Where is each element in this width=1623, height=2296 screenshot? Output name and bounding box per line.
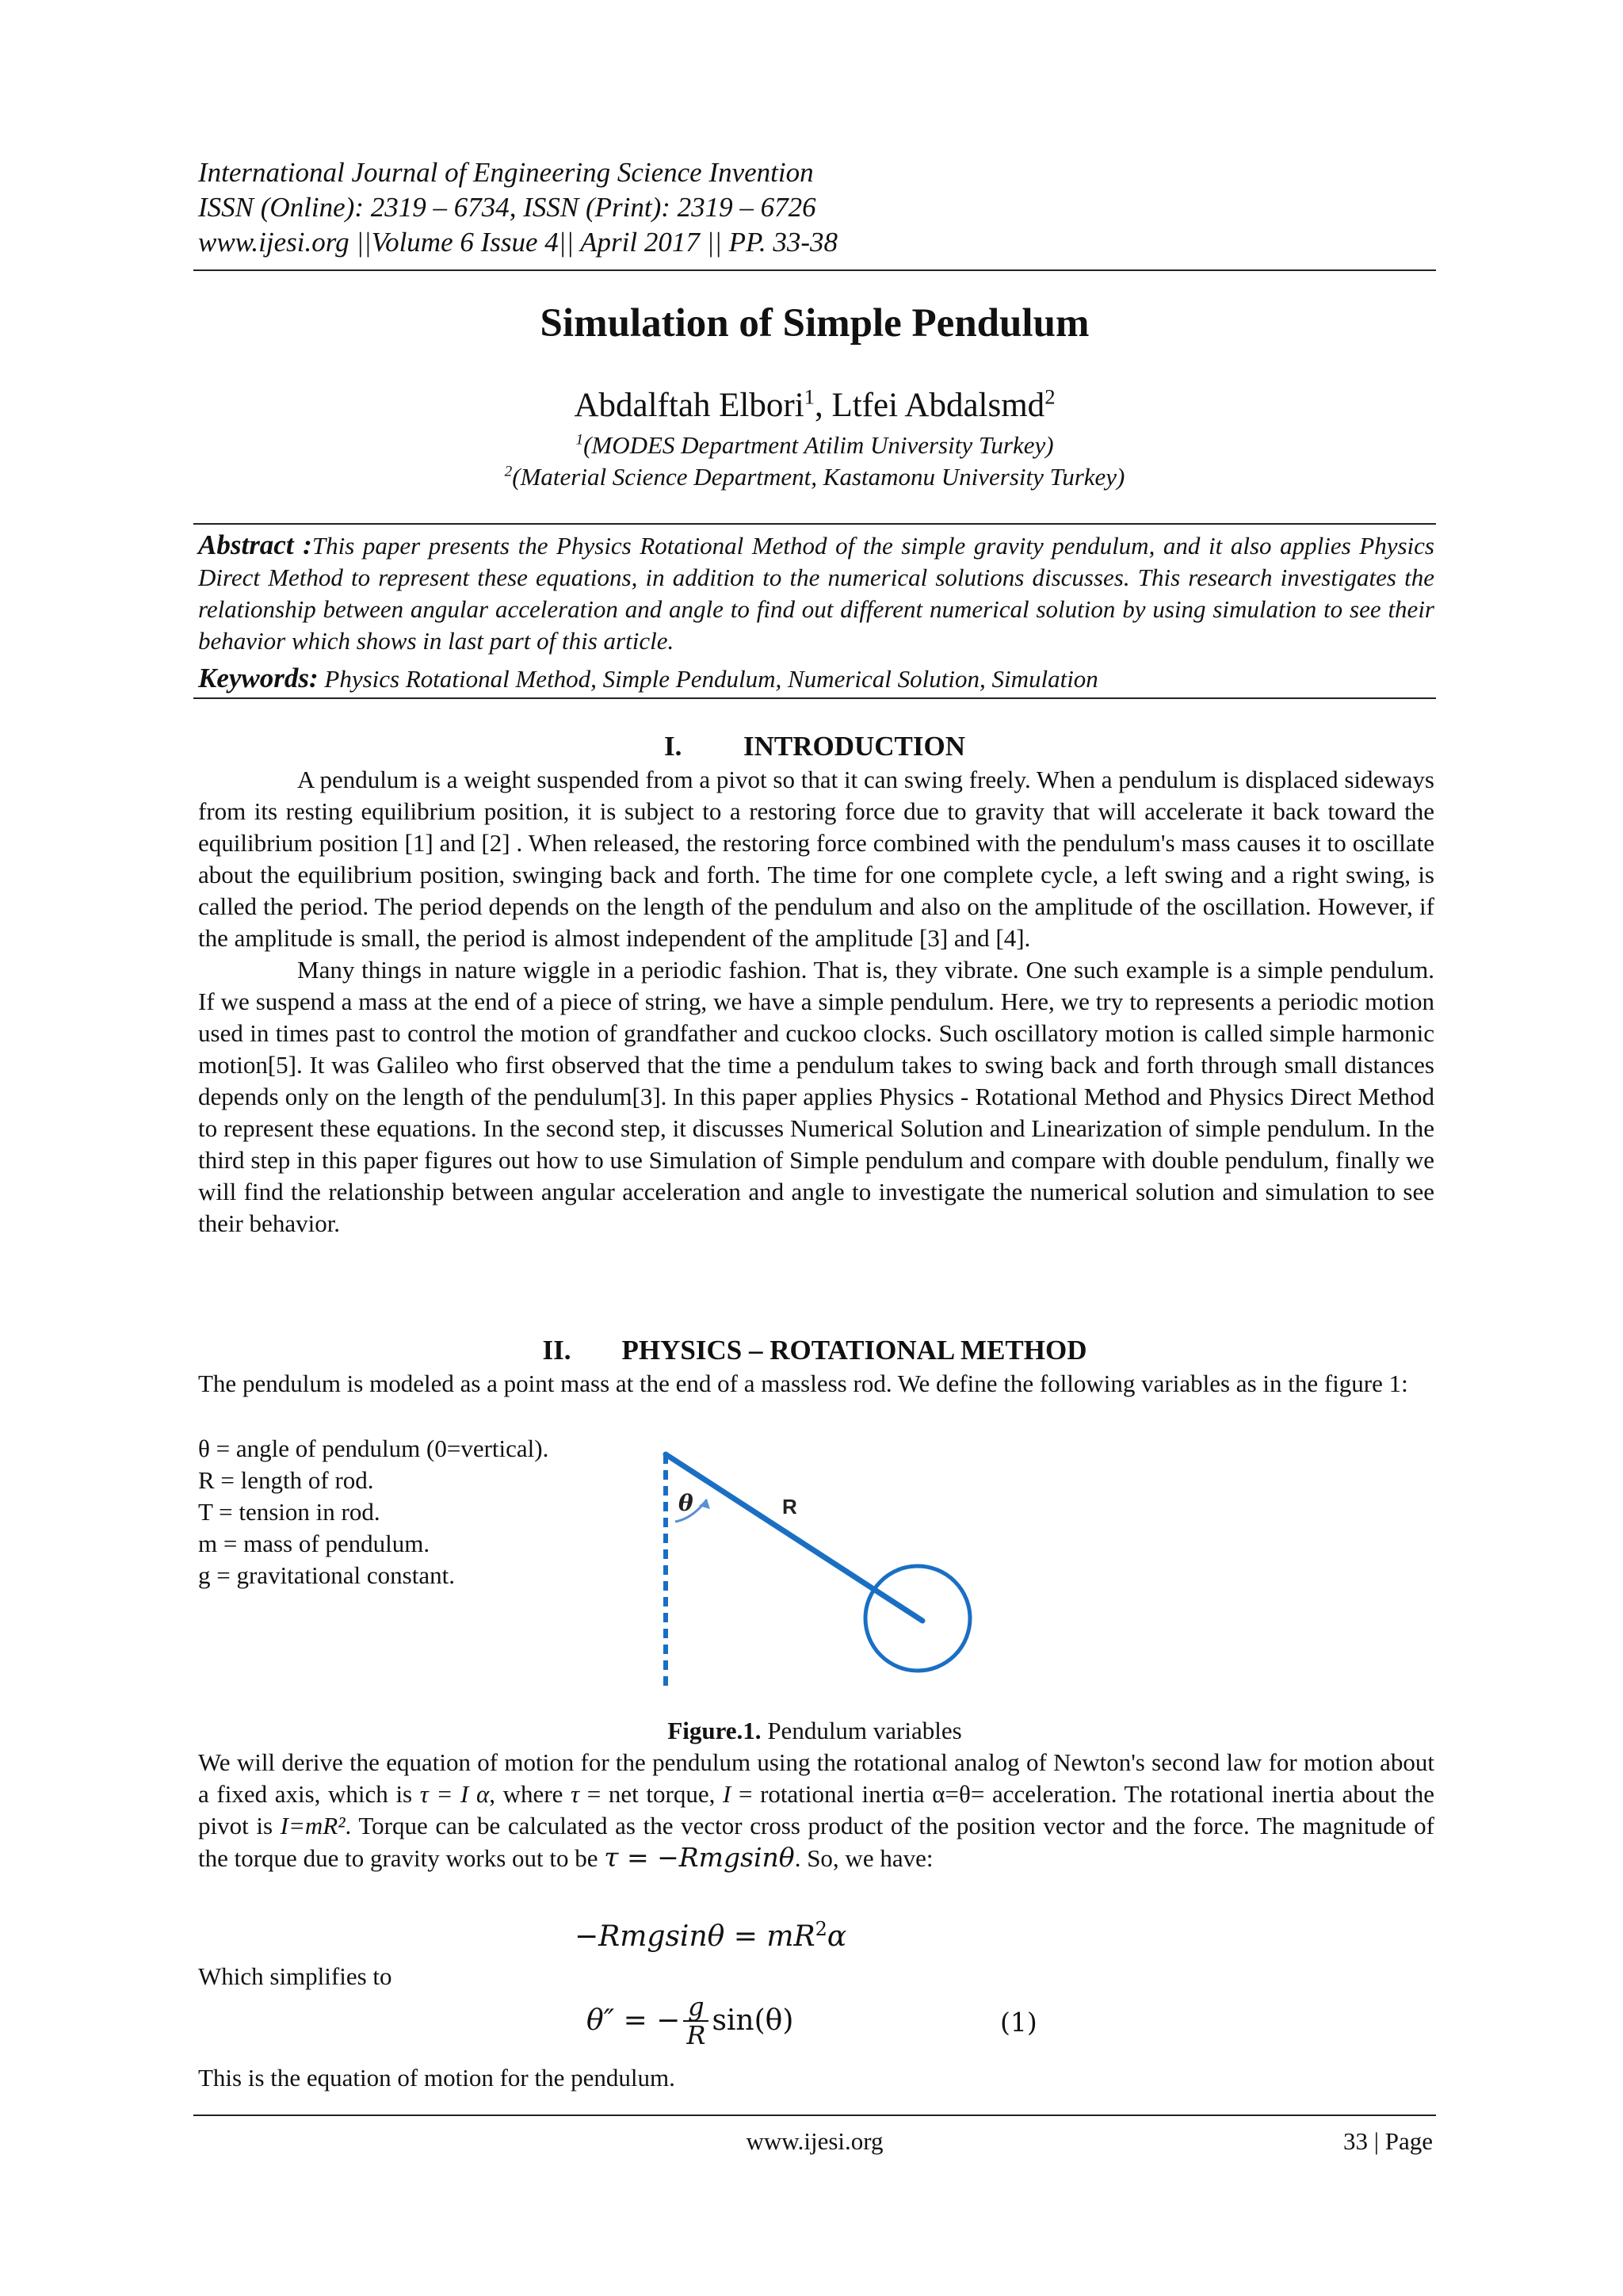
torque-equation — [575, 1912, 846, 1954]
page-number: 33 | Page — [1343, 2127, 1433, 2155]
theta-label: θ — [678, 1490, 693, 1516]
introduction-body — [198, 764, 1434, 1240]
author-1-sup: 1 — [804, 384, 815, 409]
author-2-sup: 2 — [1044, 384, 1056, 409]
keywords-text: Physics Rotational Method, Simple Pendulum, Numerical Solution, Simulation — [324, 665, 1098, 693]
derive-part-4: = rotational inertia α=θ= acceleration. The rotational inertia about the pivot is — [198, 1780, 1434, 1839]
section-heading-rotational — [193, 1333, 1436, 1368]
equation-1 — [586, 1989, 793, 2053]
rotational-intro: The pendulum is modeled as a point mass at the end of a massless rod. We define the following variables as in the figure 1: — [198, 1370, 1408, 1397]
intro-paragraph-1: A pendulum is a weight suspended from a pivot so that it can swing freely. When a pendulum is displaced sideways from its resting equilibrium position, it is subject to a restoring force due to gravity that will accelerate it back toward the equilibrium position [1] and [2] . When released, the restoring force combined with the pendulum's mass causes it to oscillate about the equilibrium position, swinging back and forth. The time for one complete cycle, a left swing and a right swing, is called the period. The period depends on the length of the pendulum and also on the amplitude of the oscillation. However, if the amplitude is small, the period is almost independent of the amplitude [3] and [4]. — [198, 766, 1434, 952]
derive-part-2: , where — [489, 1780, 571, 1808]
affiliation-2 — [193, 461, 1436, 493]
var-g: g = gravitational constant. — [198, 1561, 455, 1589]
var-r: R = length of rod. — [198, 1466, 374, 1494]
journal-name: International Journal of Engineering Science Invention — [198, 157, 814, 188]
affiliation-1-text: (MODES Department Atilim University Turkey) — [583, 431, 1054, 459]
tau-symbol: τ — [571, 1780, 580, 1808]
footer-rule — [193, 2115, 1436, 2116]
derive-part-6: . So, we have: — [794, 1844, 934, 1872]
inertia-formula: I=mR² — [280, 1812, 346, 1839]
paper-title: Simulation of Simple Pendulum — [540, 301, 1090, 346]
eq1-lhs: θ″ = − — [586, 2004, 681, 2037]
derive-part-3: = net torque, — [579, 1780, 723, 1808]
keywords — [198, 663, 1434, 695]
affiliation-2-text: (Material Science Department, Kastamonu University Turkey) — [512, 463, 1125, 491]
newton-rotational-formula: τ = I α — [419, 1780, 490, 1808]
journal-header — [198, 155, 1434, 260]
affiliation-2-sup: 2 — [504, 463, 513, 480]
pendulum-rod — [666, 1454, 922, 1621]
derive-part-5: . Torque can be calculated as the vector cross product of the position vector and the force. The magnitude of the torque due to gravity works out to be — [198, 1812, 1434, 1872]
simplifies-line: Which simplifies to — [198, 1962, 392, 1990]
derive-part-1: We will derive the equation of motion for the pendulum using the rotational analog of Newton's second law for motion about a fixed axis, which is — [198, 1748, 1434, 1808]
inertia-symbol: I — [722, 1780, 731, 1808]
abstract-bottom-rule — [193, 697, 1436, 699]
variable-list — [198, 1433, 548, 1591]
eq-a-right: α — [827, 1920, 847, 1953]
derivation-text — [198, 1747, 1434, 1874]
abstract-text: This paper presents the Physics Rotational Method of the simple gravity pendulum, and it also applies Physics Direct Method to represent these equations, in addition to the numerical solutions discusses. This research investigates the relationship between angular acceleration and angle to find out different numerical solution by using simulation to see their behavior which shows in last part of this article. — [198, 532, 1434, 655]
author-separator: , — [814, 387, 832, 424]
author-2: Ltfei Abdalsmd — [831, 387, 1045, 424]
figure-caption — [193, 1715, 1436, 1747]
section-heading-introduction — [193, 729, 1436, 764]
eq1-numerator: g — [683, 1993, 708, 2022]
author-line — [193, 384, 1436, 427]
eq1-fraction — [683, 1993, 708, 2049]
abstract — [198, 529, 1434, 657]
affiliation-1-sup: 1 — [575, 431, 584, 449]
journal-issn: ISSN (Online): 2319 – 6734, ISSN (Print): 2319 – 6726 — [198, 192, 816, 223]
affiliation-1 — [193, 430, 1436, 461]
abstract-top-rule — [193, 523, 1436, 525]
derivation-paragraph — [198, 1747, 1434, 1874]
section-number: II. — [542, 1335, 571, 1366]
var-theta: θ = angle of pendulum (0=vertical). — [198, 1435, 549, 1462]
eq-a-exponent: 2 — [815, 1918, 827, 1940]
intro-paragraph-2: Many things in nature wiggle in a periodic fashion. That is, they vibrate. One such example is a simple pendulum. If we suspend a mass at the end of a piece of string, we have a simple pendulum. Here, we try to represents a periodic motion used in times past to control the motion of grandfather and cuckoo clocks. Such oscillatory motion is called simple harmonic motion[5]. It was Galileo who first observed that the time a pendulum takes to swing back and forth through small distances depends only on the length of the pendulum[3]. In this paper applies Physics - Rotational Method and Physics Direct Method to represent these equations. In the second step, it discusses Numerical Solution and Linearization of simple pendulum. In the third step in this paper figures out how to use Simulation of Simple pendulum and compare with double pendulum, finally we will find the relationship between angular acceleration and angle to investigate the numerical solution and simulation to see their behavior. — [198, 956, 1434, 1237]
closing-line: This is the equation of motion for the pendulum. — [198, 2064, 675, 2092]
r-label: R — [782, 1495, 797, 1519]
section-title: PHYSICS – ROTATIONAL METHOD — [621, 1335, 1087, 1366]
torque-expression: τ = −Rmgsinθ — [604, 1842, 795, 1873]
eq-a-left: −Rmgsinθ = mR — [575, 1920, 815, 1953]
keywords-label: Keywords: — [198, 663, 319, 693]
figure-caption-text: Pendulum variables — [761, 1717, 962, 1744]
figure-caption-label: Figure.1. — [667, 1717, 762, 1744]
section-number: I. — [663, 731, 682, 762]
abstract-label: Abstract : — [198, 529, 312, 560]
var-t: T = tension in rod. — [198, 1498, 380, 1526]
section-title: INTRODUCTION — [743, 731, 966, 762]
pendulum-figure — [643, 1442, 984, 1696]
author-1: Abdalftah Elbori — [574, 387, 804, 424]
footer-url: www.ijesi.org — [746, 2127, 884, 2155]
journal-issue: www.ijesi.org ||Volume 6 Issue 4|| April 2017 || PP. 33-38 — [198, 227, 838, 258]
eq1-rhs: sin(θ) — [712, 2004, 794, 2037]
equation-number: (1) — [1000, 2007, 1037, 2038]
eq1-denominator: R — [686, 2020, 706, 2050]
header-rule — [193, 269, 1436, 271]
var-m: m = mass of pendulum. — [198, 1530, 430, 1557]
